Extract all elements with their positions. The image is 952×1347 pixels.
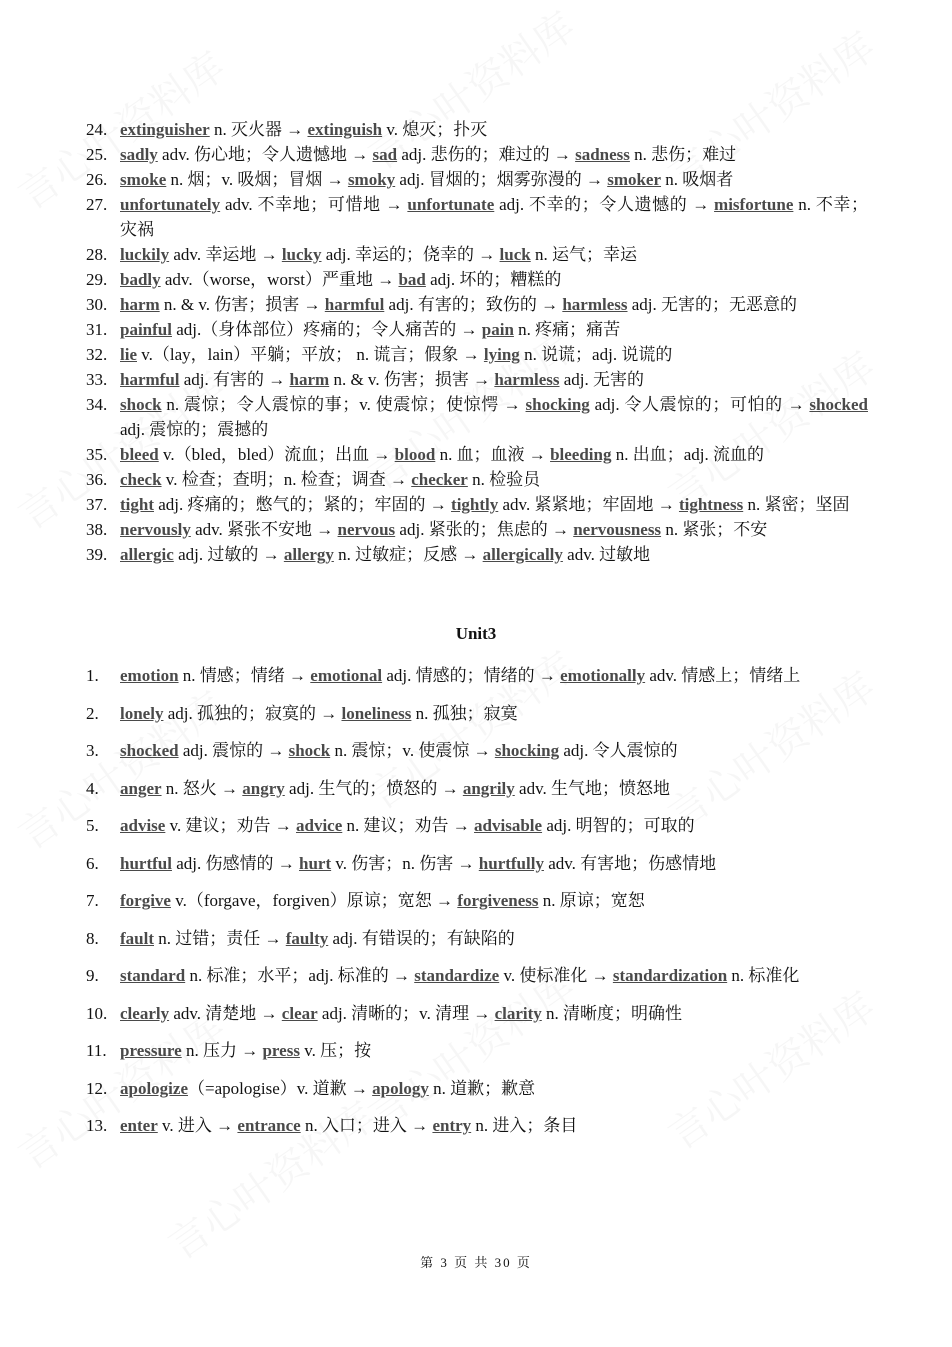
entry-number: 11. (86, 1041, 107, 1060)
definition-text: adj. 生气的；愤怒的 → (284, 778, 463, 798)
definition-text: adv. 有害地；伤感情地 (543, 853, 717, 873)
definition-text: adv.（worse，worst）严重地 → (160, 270, 399, 289)
definition-text: n. 建议；劝告 → (342, 816, 475, 835)
vocab-word: emotional (310, 666, 383, 685)
definition-text: adv. 清楚地 → (169, 1003, 282, 1023)
definition-text: v. 建议；劝告 → (165, 816, 296, 835)
entry-number: 10. (86, 1003, 108, 1023)
vocab-word: angrily (462, 778, 515, 798)
definition-text: adv. 伤心地；令人遗憾地 → (157, 145, 373, 164)
entry-number: 5. (86, 816, 99, 835)
definition-text: adv. 生气地；愤怒地 (514, 778, 670, 798)
vocab-word: bleed (120, 445, 159, 464)
vocab-entry (86, 192, 868, 242)
definition-text: adv. 过敏地 (562, 545, 651, 564)
entry-number: 36. (86, 470, 108, 489)
definition-text: adj. 令人震惊的 (559, 741, 678, 760)
vocab-word: misfortune (714, 195, 794, 214)
vocab-word: lonely (120, 703, 164, 723)
vocab-word: shocked (120, 741, 179, 760)
definition-text: n. & v. 伤害；损害 → (159, 295, 325, 314)
vocab-word: standardize (414, 966, 500, 985)
entry-number: 33. (86, 370, 108, 389)
vocab-word: smoker (607, 170, 662, 189)
definition-text: v. 进入 → (157, 1116, 238, 1135)
page-footer: 第 3 页 共 30 页 (420, 1255, 532, 1270)
definition-text: v. 熄灭；扑灭 (382, 120, 488, 139)
entry-text (120, 920, 868, 958)
vocab-word: angry (242, 778, 285, 798)
entry-number: 31. (86, 320, 108, 339)
vocab-entry (86, 882, 868, 920)
entry-text (120, 192, 868, 242)
definition-text: n. 紧密；坚固 (743, 495, 850, 514)
vocab-entry (86, 845, 868, 883)
definition-text: adv. 情感上；情绪上 (645, 666, 801, 685)
entry-number: 13. (86, 1116, 108, 1135)
definition-text: n. 说谎；adj. 说谎的 (519, 345, 673, 364)
vocab-word: harmless (494, 370, 560, 389)
vocab-word: nervousness (573, 520, 662, 539)
entry-number: 30. (86, 295, 108, 314)
vocab-word: luckily (120, 245, 170, 264)
definition-text: n. 情感；情绪 → (178, 666, 311, 685)
entry-number: 37. (86, 495, 108, 514)
vocab-word: lie (120, 345, 137, 364)
definition-text: adj. 不幸的；令人遗憾的 → (494, 195, 715, 214)
definition-text: n. 原谅；宽恕 (538, 891, 645, 910)
vocab-word: clarity (494, 1003, 542, 1023)
definition-text: n. 清晰度；明确性 (541, 1003, 683, 1023)
definition-text: adj. 情感的；情绪的 → (382, 666, 561, 685)
entry-text (120, 542, 868, 567)
definition-text: adj. 震惊的；震撼的 (120, 420, 269, 439)
definition-text: adj. 疼痛的；憋气的；紧的；牢固的 → (154, 495, 452, 514)
definition-text: n. & v. 伤害；损害 → (329, 370, 495, 389)
definition-text: adj. 清晰的；v. 清理 → (317, 1003, 495, 1023)
entry-number: 2. (86, 703, 99, 723)
definition-text: n. 出血；adj. 流血的 (611, 445, 764, 464)
entry-text (120, 267, 868, 292)
definition-text: adj. 紧张的；焦虑的 → (395, 520, 574, 539)
vocab-word: shock (288, 741, 331, 760)
definition-text: （=apologise）v. 道歉 → (188, 1078, 373, 1098)
vocab-word: harm (289, 370, 330, 389)
definition-text: adj. 坏的；糟糕的 (425, 270, 562, 289)
vocab-entry (86, 267, 868, 292)
entry-number: 3. (86, 741, 99, 760)
entry-text (120, 167, 868, 192)
definition-text: v. 压；按 (299, 1041, 372, 1060)
vocab-word: harmless (562, 295, 628, 314)
definition-text: v.（bled，bled）流血；出血 → (158, 445, 395, 464)
definition-text: n. 紧张；不安 (661, 520, 768, 539)
definition-text: n. 过敏症；反感 → (333, 545, 483, 564)
vocab-word: pain (481, 320, 514, 339)
entry-text (120, 292, 868, 317)
vocab-word: tightness (678, 495, 744, 514)
entry-text (120, 957, 868, 995)
vocab-word: sad (372, 145, 398, 164)
entry-number: 34. (86, 395, 108, 414)
vocab-word: entry (432, 1116, 472, 1135)
vocab-word: lying (483, 345, 520, 364)
vocab-word: blood (394, 445, 436, 464)
entry-number: 32. (86, 345, 108, 364)
vocab-entry (86, 167, 868, 192)
vocab-word: clear (281, 1003, 318, 1023)
definition-text: adj. 有害的；致伤的 → (384, 295, 563, 314)
entry-number: 12. (86, 1078, 108, 1098)
definition-text: v.（lay，lain）平躺；平放； n. 谎言；假象 → (137, 345, 484, 364)
vocab-word: smoke (120, 170, 167, 189)
entry-text (120, 807, 868, 845)
vocab-word: check (120, 470, 162, 489)
vocab-word: unfortunate (407, 195, 495, 214)
vocab-word: forgive (120, 891, 171, 910)
definition-text: n. 震惊；v. 使震惊 → (330, 741, 495, 760)
definition-text: n. 震惊；令人震惊的事；v. 使震惊；使惊愕 → (161, 395, 526, 414)
definition-text: n. 运气；幸运 (530, 245, 637, 264)
definition-text: n. 过错；责任 → (154, 928, 286, 948)
vocab-entry (86, 492, 868, 517)
definition-text: adv. 紧紧地；牢固地 → (498, 495, 679, 514)
vocab-word: tightly (451, 495, 499, 514)
definition-text: adj. 明智的；可取的 (542, 816, 695, 835)
definition-text: n. 血；血液 → (435, 445, 551, 464)
definition-text: adj. 孤独的；寂寞的 → (163, 703, 342, 723)
definition-text: adj. 无害的 (559, 370, 645, 389)
vocab-word: emotion (120, 666, 179, 685)
vocab-entry (86, 807, 868, 845)
entry-number: 7. (86, 891, 99, 910)
definition-text: v. 使标准化 → (499, 966, 613, 985)
vocab-word: harmful (324, 295, 385, 314)
vocab-word: allergically (482, 545, 563, 564)
vocab-word: hurtful (120, 853, 172, 873)
vocab-word: bleeding (550, 445, 612, 464)
definition-text: n. 标准化 (727, 966, 800, 985)
vocab-word: fault (120, 928, 154, 948)
entry-number: 38. (86, 520, 108, 539)
vocab-word: apology (372, 1078, 429, 1098)
definition-text: adj. 有害的 → (179, 370, 290, 389)
vocab-word: hurtfully (478, 853, 544, 873)
entry-number: 35. (86, 445, 108, 464)
definition-text: adj.（身体部位）疼痛的；令人痛苦的 → (171, 320, 482, 339)
definition-text: n. 悲伤；难过 (629, 145, 737, 164)
entry-text (120, 317, 868, 342)
vocab-entry (86, 542, 868, 567)
vocab-word: painful (120, 320, 172, 339)
definition-text: n. 不幸；灾祸 (120, 195, 869, 239)
entry-text (120, 882, 868, 920)
vocab-word: extinguish (307, 120, 383, 139)
vocab-word: shocked (809, 395, 868, 414)
definition-text: n. 灭火器 → (209, 120, 308, 139)
vocab-word: shock (120, 395, 162, 414)
vocab-word: loneliness (341, 703, 412, 723)
definition-text: n. 检验员 (467, 470, 541, 489)
entry-number: 25. (86, 145, 108, 164)
vocab-word: lucky (281, 245, 322, 264)
definition-text: v.（forgave，forgiven）原谅；宽恕 → (170, 891, 458, 910)
vocab-word: unfortunately (120, 195, 221, 214)
entry-text (120, 492, 868, 517)
definition-text: adj. 悲伤的；难过的 → (397, 145, 576, 164)
vocab-word: smoky (347, 170, 396, 189)
vocab-entry (86, 957, 868, 995)
vocab-word: clearly (120, 1003, 170, 1023)
definition-text: adj. 冒烟的；烟雾弥漫的 → (395, 170, 608, 189)
entry-number: 9. (86, 966, 99, 985)
definition-text: adj. 幸运的；侥幸的 → (321, 245, 500, 264)
entry-number: 26. (86, 170, 108, 189)
definition-text: adj. 伤感情的 → (171, 853, 299, 873)
definition-text: v. 伤害；n. 伤害 → (331, 853, 479, 873)
vocab-word: standard (120, 966, 186, 985)
vocab-word: extinguisher (120, 120, 210, 139)
vocab-word: emotionally (560, 666, 646, 685)
vocab-word: forgiveness (457, 891, 539, 910)
entry-number: 4. (86, 778, 99, 798)
definition-text: adj. 有错误的；有缺陷的 (328, 928, 515, 948)
entry-number: 6. (86, 853, 99, 873)
entry-text (120, 517, 868, 542)
vocab-word: faulty (285, 928, 329, 948)
definition-text: n. 孤独；寂寞 (411, 703, 518, 723)
vocab-word: enter (120, 1116, 158, 1135)
definition-text: n. 怒火 → (161, 778, 243, 798)
definition-text: adj. 无害的；无恶意的 (627, 295, 798, 314)
vocab-word: nervously (120, 520, 191, 539)
vocab-word: tight (120, 495, 154, 514)
vocab-word: harmful (120, 370, 180, 389)
vocab-word: shocking (494, 741, 560, 760)
vocab-word: standardization (612, 966, 728, 985)
definition-text: adj. 震惊的 → (178, 741, 289, 760)
definition-text: adj. 过敏的 → (173, 545, 284, 564)
definition-text: adv. 不幸地；可惜地 → (220, 195, 408, 214)
definition-text: adv. 幸运地 → (169, 245, 282, 264)
vocab-word: press (262, 1041, 300, 1060)
vocab-word: harm (120, 295, 160, 314)
vocab-list-unit2 (86, 117, 868, 567)
vocab-entry (86, 317, 868, 342)
entry-text (120, 845, 868, 883)
vocab-entry (86, 920, 868, 958)
vocab-entry (86, 292, 868, 317)
definition-text: n. 压力 → (181, 1041, 263, 1060)
definition-text: adv. 紧张不安地 → (190, 520, 338, 539)
vocab-word: bad (398, 270, 426, 289)
vocab-word: allergic (120, 545, 174, 564)
definition-text: n. 疼痛；痛苦 (513, 320, 621, 339)
vocab-word: allergy (283, 545, 334, 564)
entry-number: 8. (86, 928, 99, 948)
vocab-entry (86, 242, 868, 267)
entry-number: 29. (86, 270, 108, 289)
definition-text: n. 入口；进入 → (300, 1116, 433, 1135)
definition-text: n. 吸烟者 (661, 170, 734, 189)
entry-number: 28. (86, 245, 108, 264)
entry-number: 27. (86, 195, 108, 214)
vocab-word: sadly (120, 145, 158, 164)
vocab-word: luck (499, 245, 531, 264)
vocab-word: pressure (120, 1041, 182, 1060)
entry-number: 1. (86, 666, 99, 685)
unit-heading: Unit3 (455, 624, 497, 643)
entry-text (120, 242, 868, 267)
vocab-word: advice (296, 816, 343, 835)
entry-number: 39. (86, 545, 108, 564)
entry-number: 24. (86, 120, 108, 139)
vocab-word: anger (120, 778, 162, 798)
definition-text: n. 进入；条目 (471, 1116, 578, 1135)
vocab-word: hurt (299, 853, 332, 873)
vocab-word: advisable (474, 816, 543, 835)
vocab-word: sadness (575, 145, 630, 164)
definition-text: adj. 令人震惊的；可怕的 → (589, 395, 810, 414)
definition-text: n. 道歉；歉意 (428, 1078, 536, 1098)
vocab-word: nervous (337, 520, 396, 539)
vocab-word: shocking (525, 395, 590, 414)
definition-text: n. 烟；v. 吸烟；冒烟 → (166, 170, 348, 189)
vocab-word: apologize (120, 1078, 188, 1098)
vocab-entry (86, 517, 868, 542)
definition-text: v. 检查；查明；n. 检查；调查 → (161, 470, 412, 489)
vocab-word: badly (120, 270, 161, 289)
vocab-word: advise (120, 816, 166, 835)
vocab-word: checker (411, 470, 468, 489)
vocab-word: entrance (237, 1116, 301, 1135)
definition-text: n. 标准；水平；adj. 标准的 → (185, 966, 415, 985)
